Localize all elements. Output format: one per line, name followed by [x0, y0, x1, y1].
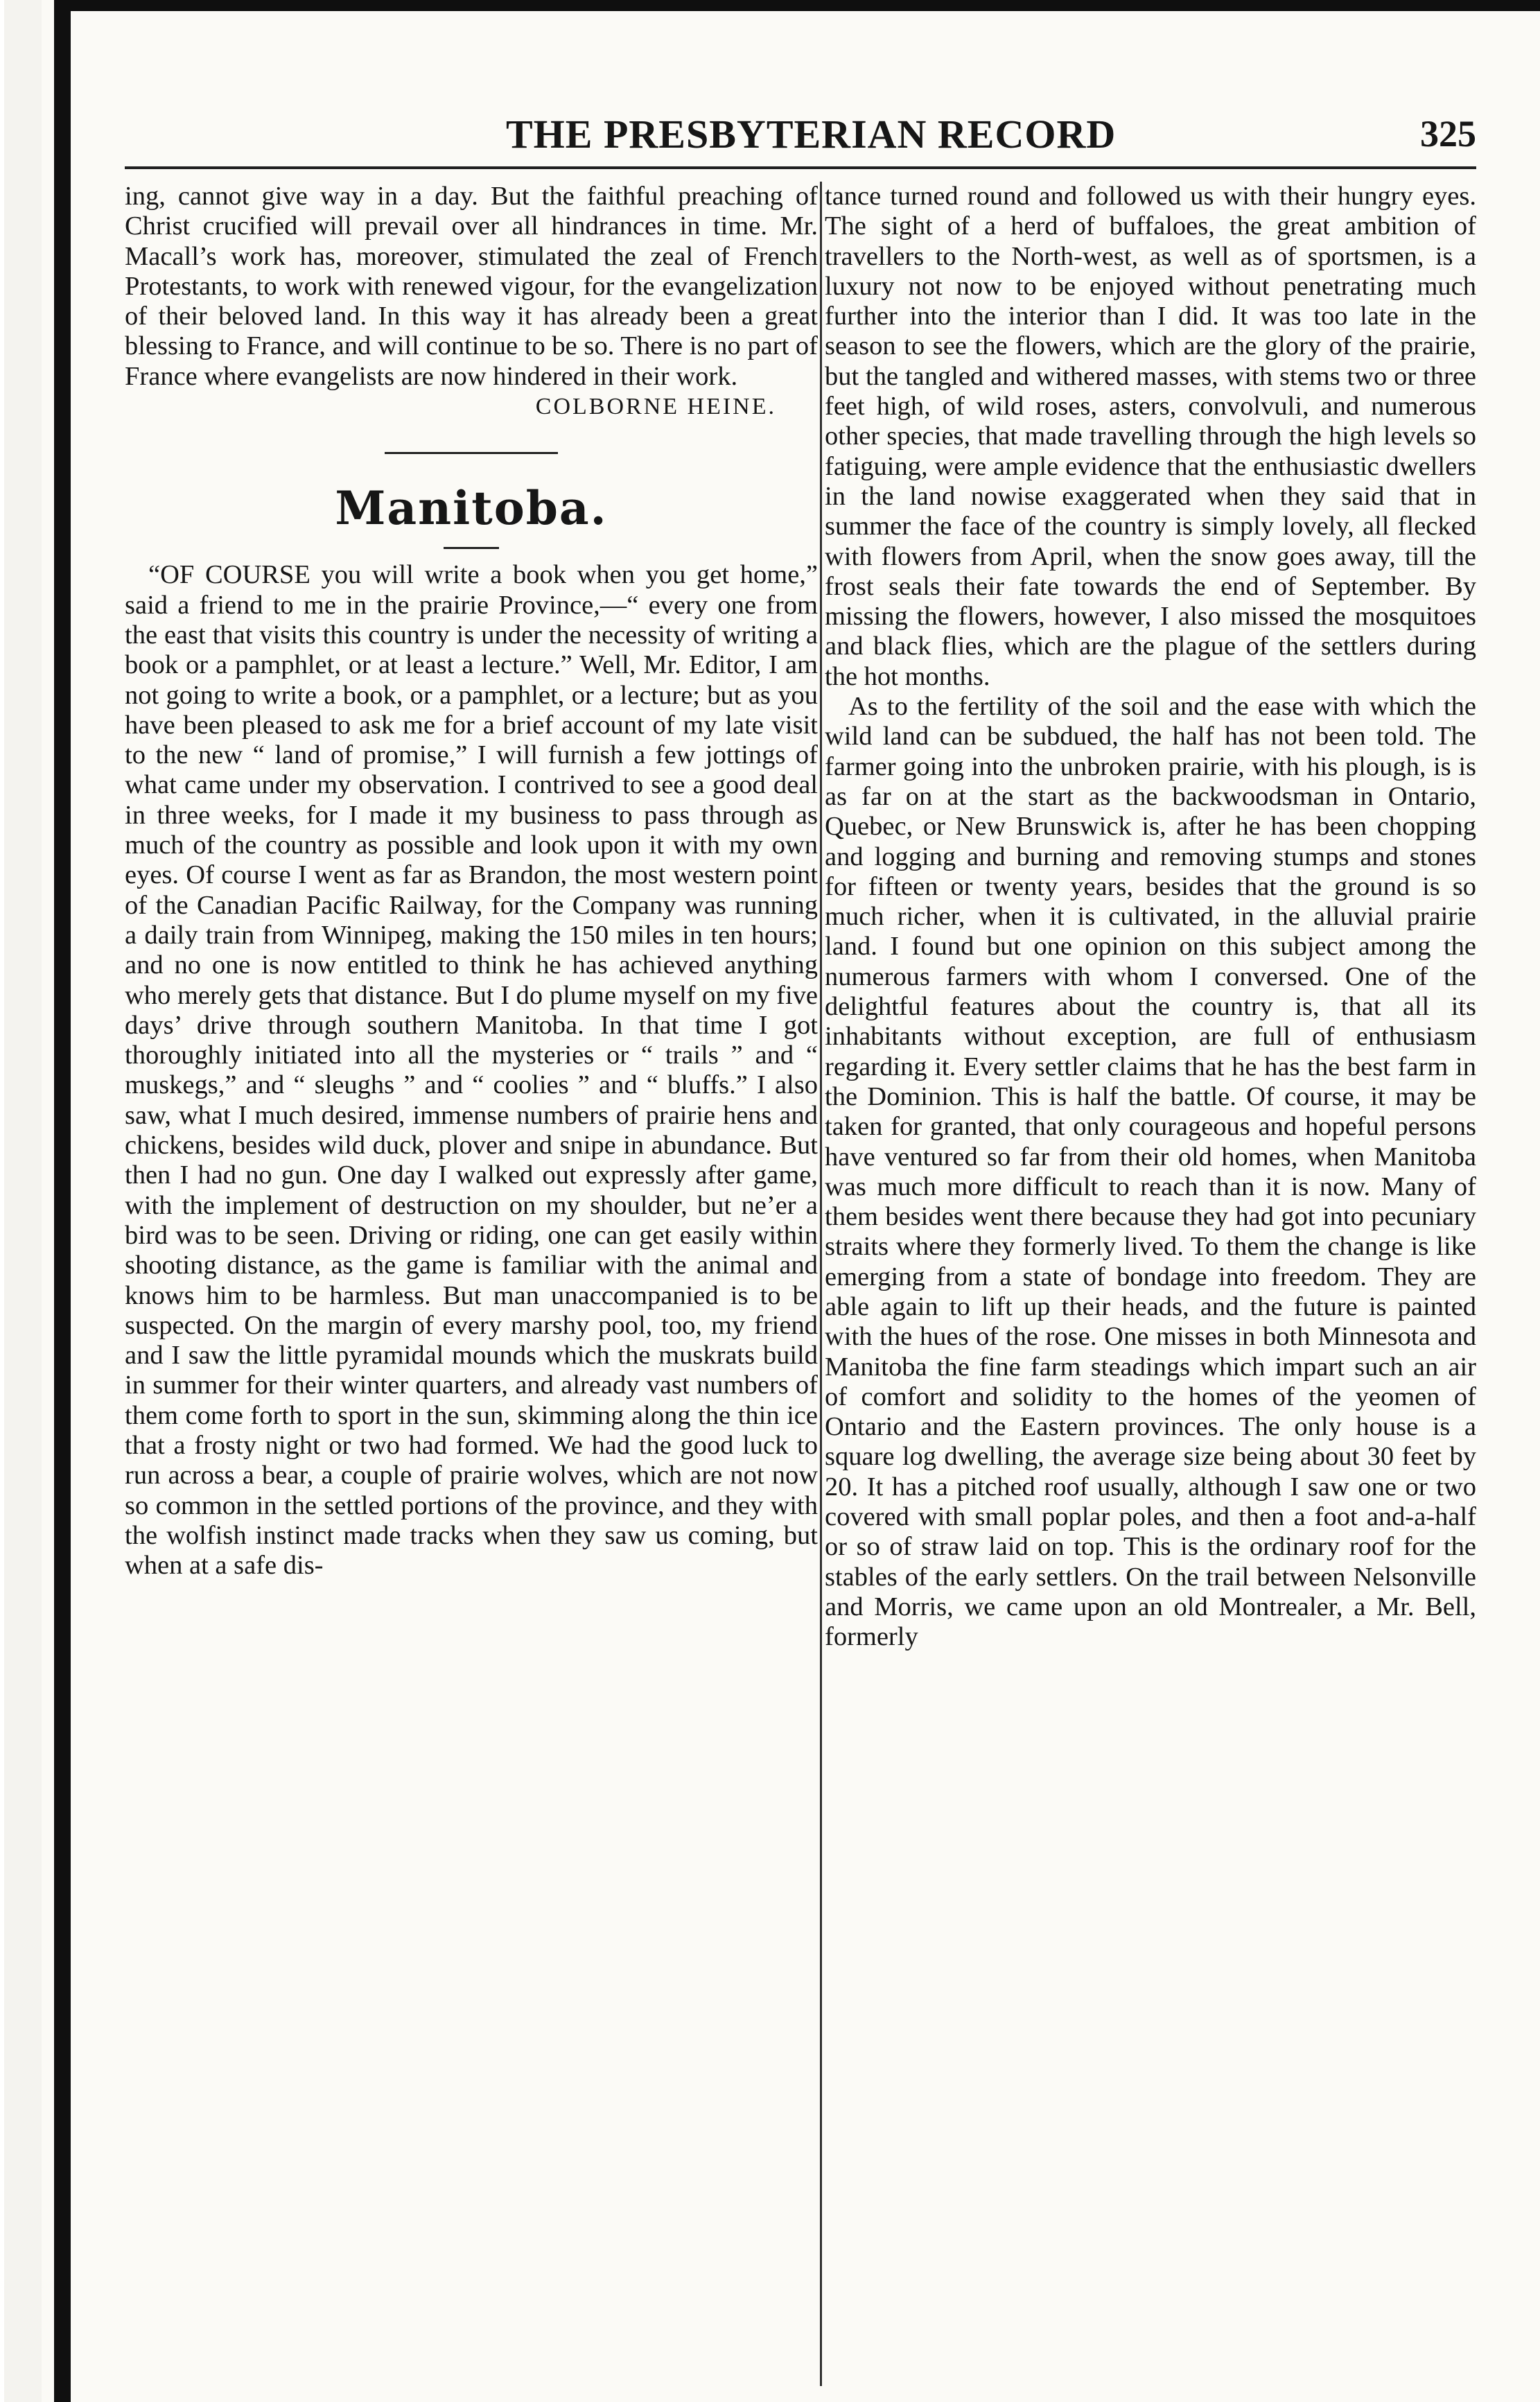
section-separator — [385, 452, 558, 454]
paragraph-continued: ing, cannot give way in a day. But the faithful preaching of Christ crucified will prevail over all hindrances in time. Mr. Macall’s work has, moreover, stimulated the zeal of French Protestants, to work with renewed vigour, for the evangelization of their beloved land. In this way it has already been a great blessing to France, and will continue to be so. There is no part of France where evangelists are now hindered in their work. — [125, 182, 818, 391]
heading-rule — [444, 547, 499, 549]
running-title: THE PRESBYTERIAN RECORD — [506, 112, 1117, 157]
left-column — [125, 182, 818, 2386]
article-paragraph: As to the fertility of the soil and the ease with which the wild land can be subdued, the half has not been told. The farmer going into the unbroken prairie, with his plough, is is as far on at the start as the backwoodsman in Ontario, Quebec, or New Brunswick is, after he has been chopping and logging and burning and removing stumps and stones for fifteen or twenty years, besides that the ground is so much richer, when it is cultivated, in the alluvial prairie land. I found but one opinion on this subject among the numerous farmers with whom I conversed. One of the delightful features about the country is, that all its inhabitants without exception, are full of enthusiasm regarding it. Every settler claims that he has the best farm in the Dominion. This is half the battle. Of course, it may be taken for granted, that only courageous and hopeful persons have ventured so far from their old homes, when Manitoba was much more difficult to reach than it is now. Many of them besides went there because they had got into pecuniary straits where they formerly lived. To them the change is like emerging from a state of bondage into freedom. They are able again to lift up their heads, and the future is painted with the hues of the rose. One misses in both Minnesota and Manitoba the fine farm steadings which impart such an air of comfort and solidity to the homes of the yeomen of Ontario and the Eastern provinces. The only house is a square log dwelling, the average size being about 30 feet by 20. It has a pitched roof usually, although I saw one or two covered with small poplar poles, and then a foot and-a-half or so of straw laid on top. This is the ordinary roof for the stables of the early settlers. On the trail between Nelsonville and Morris, we came upon an old Montrealer, a Mr. Bell, formerly — [825, 692, 1476, 1652]
right-column — [825, 182, 1476, 2386]
column-divider — [820, 182, 822, 2386]
scan-margin — [0, 0, 49, 2402]
article-paragraph: “OF COURSE you will write a book when you get home,” said a friend to me in the prairie Province,—“ every one from the east that visits this country is under the necessity of writing a book or a pamphlet, or at least a lecture.” Well, Mr. Editor, I am not going to write a book, or a pamphlet, or a lecture; but as you have been pleased to ask me for a brief account of my late visit to the new “ land of promise,” I will furnish a few jottings of what came under my observation. I contrived to see a good deal in three weeks, for I made it my business to pass through as much of the country as possible and look upon it with my own eyes. Of course I went as far as Brandon, the most western point of the Canadian Pacific Railway, for the Company was running a daily train from Winnipeg, making the 150 miles in ten hours; and no one is now entitled to think he has achieved anything who merely gets that distance. But I do plume myself on my five days’ drive through southern Manitoba. In that time I got thoroughly initiated into all the mysteries or “ trails ” and “ muskegs,” and “ sleughs ” and “ coolies ” and “ bluffs.” I also saw, what I much desired, immense numbers of prairie hens and chickens, besides wild duck, plover and snipe in abundance. But then I had no gun. One day I walked out expressly after game, with the implement of destruction on my shoulder, but ne’er a bird was to be seen. Driving or riding, one can get easily within shooting distance, as the game is familiar with the animal and knows him to be harmless. But man unaccompanied is to be suspected. On the margin of every marshy pool, too, my friend and I saw the little pyramidal mounds which the muskrats build in summer for their winter quarters, and already vast numbers of them come forth to sport in the sun, skimming along the thin ice that a frosty night or two had formed. We had the good luck to run across a bear, a couple of prairie wolves, which are not now so common in the settled portions of the province, and they with the wolfish instinct made tracks when they saw us coming, but when at a safe dis- — [125, 560, 818, 1581]
article-paragraph-continued: tance turned round and followed us with their hungry eyes. The sight of a herd of buffaloes, the great ambition of travellers to the North-west, as well as of sportsmen, is a luxury not now to be enjoyed without penetrating much further into the interior than I did. It was too late in the season to see the flowers, which are the glory of the prairie, but the tangled and withered masses, with stems two or three feet high, of wild roses, asters, convolvuli, and numerous other species, that made travelling through the high levels so fatiguing, were ample evidence that the enthusiastic dwellers in the land nowise exaggerated when they said that in summer the face of the country is simply lovely, all flecked with flowers from April, when the snow goes away, till the frost seals their fate towards the end of September. By missing the flowers, however, I also missed the mosquitoes and black flies, which are the plague of the settlers during the hot months. — [825, 182, 1476, 691]
page-number: 325 — [1420, 113, 1476, 155]
binding-edge — [54, 10, 71, 2402]
page-header — [118, 104, 1476, 166]
scan-top-border — [54, 0, 1540, 11]
header-rule — [125, 166, 1476, 169]
article-heading: Manitoba. — [335, 481, 608, 536]
author-signature: COLBORNE HEINE. — [535, 394, 776, 420]
